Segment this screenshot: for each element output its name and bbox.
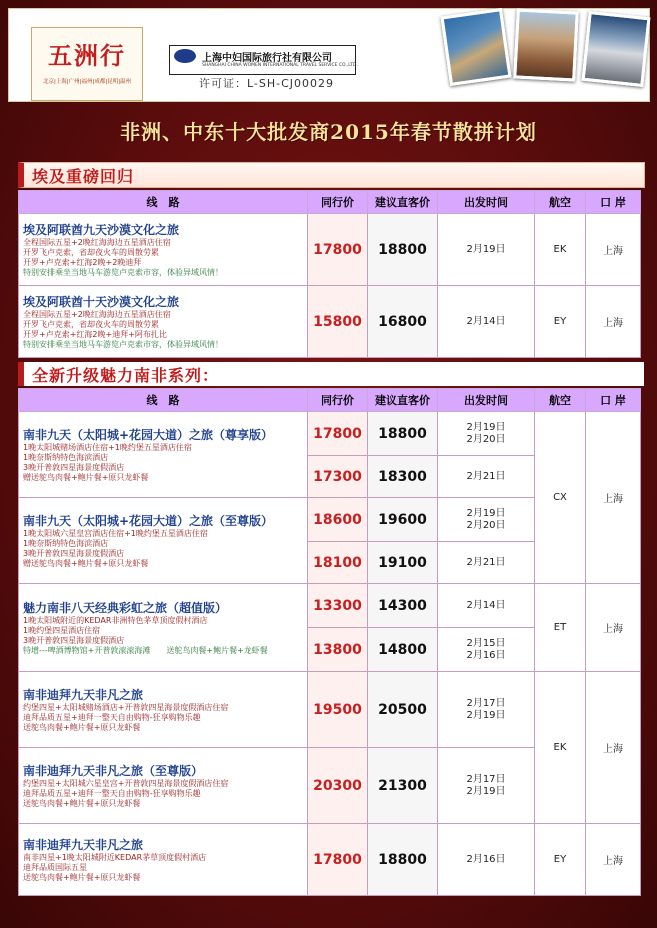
route-cell (19, 498, 308, 584)
suggest-price: 18800 (368, 214, 438, 286)
table-row (19, 824, 641, 896)
company-name-cn: 上海中妇国际旅行社有限公司 (202, 53, 332, 64)
col-peer-price: 同行价 (308, 389, 368, 412)
airline-code: EY (535, 824, 586, 896)
port-city: 上海 (586, 286, 641, 358)
col-airline: 航空 (535, 389, 586, 412)
route-detail: 约堡四星+太阳城六星皇宫+开普敦四星海景度假酒店住宿 (23, 778, 229, 788)
route-detail: 南非四星+1晚太阳城附近KEDAR茅草顶度假村酒店 (23, 852, 207, 862)
date-line: 2月20日 (466, 433, 506, 445)
depart-date (438, 214, 535, 286)
route-detail: 1晚太阳城六星皇宫酒店住宿+1晚约堡五星酒店住宿 (23, 528, 208, 538)
col-peer-price: 同行价 (308, 191, 368, 214)
date-line: 2月19日 (466, 709, 506, 721)
company-name-en: SHANGHAI CHINA WOMEN INTERNATIONAL TRAVEL SERVICE CO.,LTD. (202, 63, 358, 68)
route-detail: 3晚开普敦四星海景度假酒店 (23, 635, 125, 645)
col-route: 线 路 (19, 389, 308, 412)
port-city: 上海 (586, 824, 641, 896)
depart-date (438, 412, 535, 456)
depart-date (438, 628, 535, 672)
date-line: 2月16日 (466, 649, 506, 661)
route-cell (19, 672, 308, 748)
section-egypt-header (18, 162, 645, 188)
route-note: 特别安排乘坐当地马车游览卢克索市容，体验异域风情！ (23, 267, 223, 277)
suggest-price: 16800 (368, 286, 438, 358)
section-egypt-title: 埃及重磅回归 (32, 167, 135, 186)
airline-code: EK (535, 672, 586, 824)
route-cell (19, 214, 308, 286)
route-detail: 1晚太阳城附近的KEDAR非洲特色茅草顶度假村酒店 (23, 615, 208, 625)
route-detail: 迪拜品质国际五星 (23, 862, 87, 872)
port-city: 上海 (586, 412, 641, 584)
egypt-table (18, 190, 641, 358)
suggest-price: 19600 (368, 498, 438, 542)
route-name: 魅力南非八天经典彩虹之旅（超值版） (23, 600, 228, 615)
date-line: 2月14日 (466, 315, 506, 327)
route-detail: 全程国际五星+2晚红海海边五星酒店住宿 (23, 237, 171, 247)
depart-date (438, 498, 535, 542)
page-title: 非洲、中东十大批发商2015年春节散拼计划 (120, 120, 537, 144)
route-detail: 约堡四星+太阳城赌场酒店+开普敦四星海景度假酒店住宿 (23, 702, 229, 712)
route-detail: 1晚奈斯纳特色海滨酒店 (23, 538, 109, 548)
date-line: 2月17日 (466, 773, 506, 785)
route-detail: 全程国际五星+2晚红海海边五星酒店住宿 (23, 309, 171, 319)
route-detail: 迪拜品质五星+迪拜一整天自由购物-狂享购物乐趣 (23, 712, 201, 722)
date-line: 2月14日 (466, 599, 506, 611)
section-southafrica-title: 全新升级魅力南非系列： (32, 366, 220, 385)
route-detail: 开罗飞卢克索，省却夜火车的周散劳累 (23, 319, 159, 329)
col-depart: 出发时间 (438, 389, 535, 412)
peer-price: 18100 (308, 542, 368, 584)
photo-ruins (513, 8, 579, 81)
route-detail: 1晚太阳城赌场酒店住宿+1晚约堡五星酒店住宿 (23, 442, 192, 452)
suggest-price: 19100 (368, 542, 438, 584)
route-detail: 3晚开普敦四星海景度假酒店 (23, 548, 125, 558)
route-name: 南非九天（太阳城+花园大道）之旅（尊享版） (23, 427, 274, 442)
date-line: 2月19日 (466, 785, 506, 797)
depart-date (438, 542, 535, 584)
route-cell (19, 824, 308, 896)
route-note: 赠送鸵鸟肉餐+鲍片餐+原只龙虾餐 (23, 558, 149, 568)
route-note: 送鸵鸟肉餐+鲍片餐+原只龙虾餐 (23, 872, 141, 882)
route-cell (19, 286, 308, 358)
route-name: 南非迪拜九天非凡之旅 (23, 837, 144, 852)
suggest-price: 14800 (368, 628, 438, 672)
route-cell (19, 412, 308, 498)
route-name: 南非九天（太阳城+花园大道）之旅（至尊版） (23, 513, 274, 528)
suggest-price: 18800 (368, 824, 438, 896)
suggest-price: 14300 (368, 584, 438, 628)
col-port: 口 岸 (586, 191, 641, 214)
suggest-price: 18800 (368, 412, 438, 456)
col-route: 线 路 (19, 191, 308, 214)
date-line: 2月21日 (466, 470, 506, 482)
peer-price: 17300 (308, 456, 368, 498)
logo-text: 五洲行 (48, 41, 126, 70)
route-detail: 开罗+卢克索+红海2晚+迪拜+阿布扎比 (23, 329, 167, 339)
route-cell (19, 584, 308, 672)
route-cell (19, 748, 308, 824)
table-row (19, 584, 641, 628)
section-southafrica-header (18, 362, 644, 386)
photo-city (582, 11, 651, 87)
date-line: 2月19日 (466, 421, 506, 433)
table-row (19, 412, 641, 456)
suggest-price: 18300 (368, 456, 438, 498)
route-name: 南非迪拜九天非凡之旅（至尊版） (23, 763, 204, 778)
port-city: 上海 (586, 214, 641, 286)
date-line: 2月21日 (466, 556, 506, 568)
route-note: 送鸵鸟肉餐+鲍片餐+原只龙虾餐 (23, 798, 141, 808)
route-name: 埃及阿联酋十天沙漠文化之旅 (23, 294, 180, 309)
route-detail: 迪拜品质五星+迪拜一整天自由购物-狂享购物乐趣 (23, 788, 201, 798)
table-row (19, 214, 641, 286)
table-row (19, 286, 641, 358)
photo-coast (440, 8, 511, 86)
route-note: 特别安排乘坐当地马车游览卢克索市容，体验异域风情！ (23, 339, 223, 349)
date-line: 2月17日 (466, 697, 506, 709)
col-port: 口 岸 (586, 389, 641, 412)
southafrica-table-header (19, 389, 641, 412)
date-line: 2月16日 (466, 853, 506, 865)
peer-price: 19500 (308, 672, 368, 748)
depart-date (438, 672, 535, 748)
airline-code: EY (535, 286, 586, 358)
peer-price: 17800 (308, 412, 368, 456)
depart-date (438, 824, 535, 896)
col-airline: 航空 (535, 191, 586, 214)
route-detail: 1晚约堡四星酒店住宿 (23, 625, 101, 635)
peer-price: 13300 (308, 584, 368, 628)
suggest-price: 21300 (368, 748, 438, 824)
airline-code: ET (535, 584, 586, 672)
depart-date (438, 584, 535, 628)
peer-price: 20300 (308, 748, 368, 824)
peer-price: 13800 (308, 628, 368, 672)
peer-price: 15800 (308, 286, 368, 358)
route-detail: 1晚奈斯纳特色海滨酒店 (23, 452, 109, 462)
route-detail: 3晚开普敦四星海景度假酒店 (23, 462, 125, 472)
company-logo (169, 45, 356, 75)
route-note: 特增---啤酒博物馆+开普敦滚滚海滩 送鸵鸟肉餐+鲍片餐+龙虾餐 (23, 645, 268, 655)
date-line: 2月19日 (466, 243, 506, 255)
route-name: 南非迪拜九天非凡之旅 (23, 687, 144, 702)
date-line: 2月15日 (466, 637, 506, 649)
peer-price: 17800 (308, 824, 368, 896)
col-suggest-price: 建议直客价 (368, 191, 438, 214)
depart-date (438, 748, 535, 824)
agency-logo (31, 27, 143, 101)
col-suggest-price: 建议直客价 (368, 389, 438, 412)
peer-price: 17800 (308, 214, 368, 286)
airline-code: EK (535, 214, 586, 286)
route-detail: 开罗飞卢克索，省却夜火车的周散劳累 (23, 247, 159, 257)
date-line: 2月19日 (466, 507, 506, 519)
col-depart: 出发时间 (438, 191, 535, 214)
route-name: 埃及阿联酋九天沙漠文化之旅 (23, 222, 180, 237)
depart-date (438, 456, 535, 498)
route-note: 送鸵鸟肉餐+鲍片餐+原只龙虾餐 (23, 722, 141, 732)
route-detail: 开罗+卢克索+红海2晚+2晚迪拜 (23, 257, 142, 267)
company-emblem-icon (174, 49, 196, 63)
logo-cities: 北京|上海|广州|福州|成都|昆明|温州 (42, 79, 132, 85)
suggest-price: 20500 (368, 672, 438, 748)
airline-code: CX (535, 412, 586, 584)
depart-date (438, 286, 535, 358)
date-line: 2月20日 (466, 519, 506, 531)
route-note: 赠送鸵鸟肉餐+鲍片餐+原只龙虾餐 (23, 472, 149, 482)
table-row (19, 672, 641, 748)
port-city: 上海 (586, 672, 641, 824)
southafrica-table (18, 388, 641, 896)
peer-price: 18600 (308, 498, 368, 542)
license-number: 许可证：L-SH-CJ00029 (199, 77, 335, 90)
port-city: 上海 (586, 584, 641, 672)
egypt-table-header (19, 191, 641, 214)
